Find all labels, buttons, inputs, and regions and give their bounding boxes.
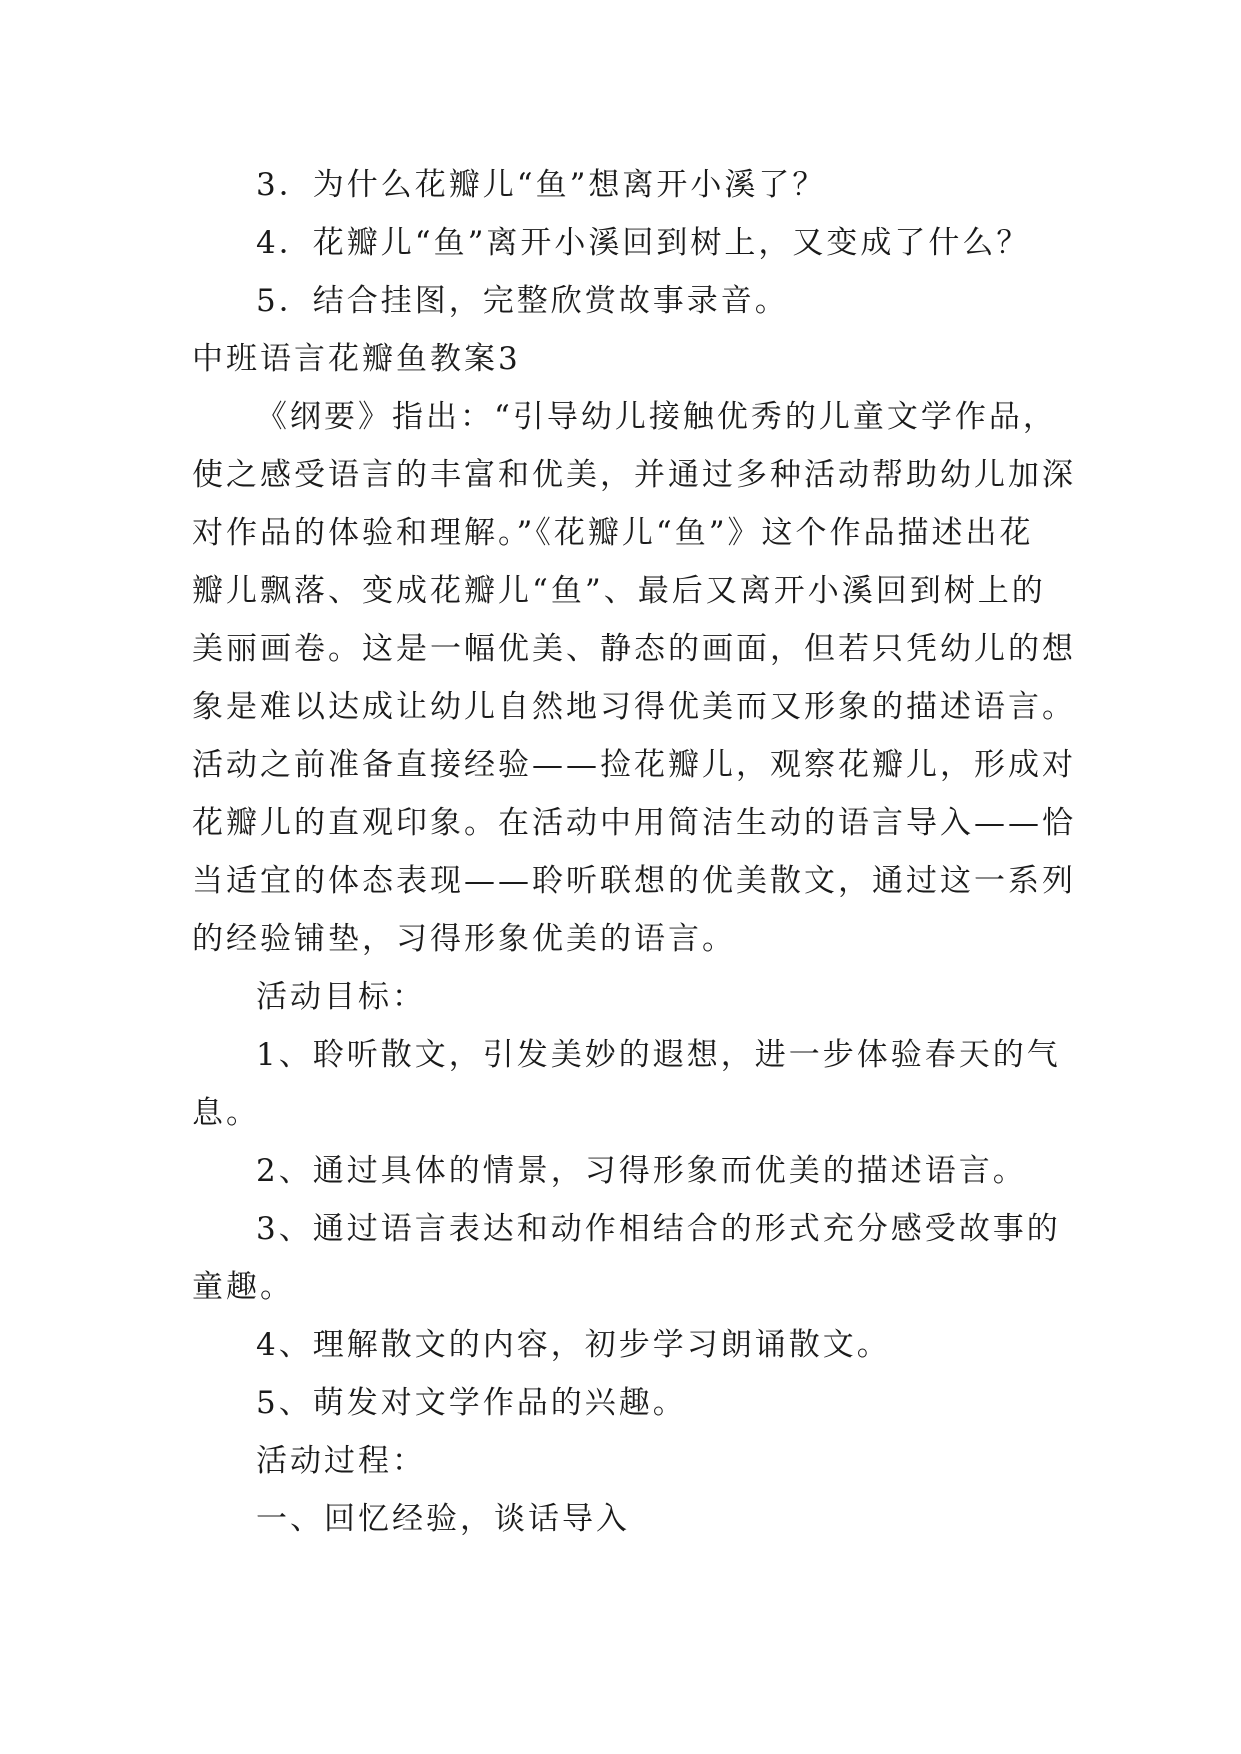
- question-5: 5．结合挂图，完整欣赏故事录音。: [256, 283, 789, 319]
- goal-1-line-2: 息。: [192, 1095, 260, 1131]
- goal-5: 5、萌发对文学作品的兴趣。: [256, 1385, 687, 1421]
- section-title: 中班语言花瓣鱼教案3: [192, 341, 521, 377]
- process-heading: 活动过程：: [256, 1443, 426, 1479]
- question-3: 3．为什么花瓣儿“鱼”想离开小溪了？: [256, 167, 827, 203]
- intro-line-8: 花瓣儿的直观印象。在活动中用简洁生动的语言导入——恰: [192, 805, 1076, 841]
- intro-line-3: 对作品的体验和理解。”《花瓣儿“鱼”》这个作品描述出花: [192, 515, 1034, 551]
- intro-line-2: 使之感受语言的丰富和优美，并通过多种活动帮助幼儿加深: [192, 457, 1076, 493]
- goal-3-line-1: 3、通过语言表达和动作相结合的形式充分感受故事的: [256, 1211, 1061, 1247]
- goal-2: 2、通过具体的情景，习得形象而优美的描述语言。: [256, 1153, 1027, 1189]
- goal-4: 4、理解散文的内容，初步学习朗诵散文。: [256, 1327, 891, 1363]
- intro-line-1: 《纲要》指出：“引导幼儿接触优秀的儿童文学作品，: [256, 399, 1057, 435]
- intro-line-9: 当适宜的体态表现——聆听联想的优美散文，通过这一系列: [192, 863, 1076, 899]
- intro-line-6: 象是难以达成让幼儿自然地习得优美而又形象的描述语言。: [192, 689, 1076, 725]
- intro-line-7: 活动之前准备直接经验——捡花瓣儿，观察花瓣儿，形成对: [192, 747, 1076, 783]
- intro-line-5: 美丽画卷。这是一幅优美、静态的画面，但若只凭幼儿的想: [192, 631, 1076, 667]
- intro-line-10: 的经验铺垫，习得形象优美的语言。: [192, 921, 736, 957]
- goal-3-line-2: 童趣。: [192, 1269, 294, 1305]
- process-step-1: 一、回忆经验，谈话导入: [256, 1501, 630, 1537]
- goal-1-line-1: 1、聆听散文，引发美妙的遐想，进一步体验春天的气: [256, 1037, 1061, 1073]
- intro-line-4: 瓣儿飘落、变成花瓣儿“鱼”、最后又离开小溪回到树上的: [192, 573, 1046, 609]
- goals-heading: 活动目标：: [256, 979, 426, 1015]
- question-4: 4．花瓣儿“鱼”离开小溪回到树上，又变成了什么？: [256, 225, 1031, 261]
